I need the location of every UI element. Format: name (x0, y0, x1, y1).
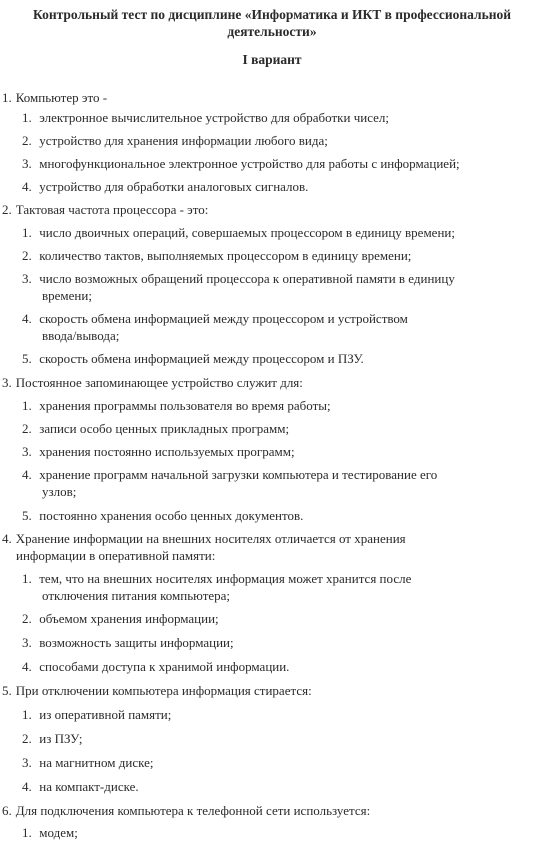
question-text: Компьютер это - (15, 90, 108, 105)
answer-text: на магнитном диске; (39, 755, 154, 770)
question-number: 3. (2, 375, 12, 390)
answer-2-1 (22, 224, 455, 241)
answer-4-4 (22, 658, 289, 675)
answer-1-1 (22, 109, 389, 126)
answer-number: 2. (22, 731, 32, 746)
question-number: 2. (2, 202, 12, 217)
answer-number: 1. (22, 225, 32, 240)
answer-text: тем, что на внешних носителях информация может хранится после (39, 571, 412, 586)
answer-number: 1. (22, 707, 32, 722)
answer-text: возможность защиты информации; (39, 635, 234, 650)
answer-3-5 (22, 507, 303, 524)
answer-text: устройство для хранения информации любого вида; (39, 133, 328, 148)
question-1 (2, 89, 107, 106)
answer-5-1 (22, 706, 171, 723)
answer-number: 2. (22, 133, 32, 148)
answer-text: модем; (39, 825, 78, 840)
answer-3-3 (22, 443, 295, 460)
answer-5-4 (22, 778, 139, 795)
answer-6-1 (22, 824, 78, 841)
answer-1-3 (22, 155, 460, 172)
answer-text: число возможных обращений процессора к оперативной памяти в единицу (39, 271, 455, 286)
answer-1-2 (22, 132, 328, 149)
answer-2-2 (22, 247, 411, 264)
answer-1-4 (22, 178, 308, 195)
answer-2-4-continued: ввода/вывода; (42, 328, 120, 343)
answer-text: скорость обмена информацией между процессором и ПЗУ. (39, 351, 364, 366)
answer-2-3-continued: времени; (42, 288, 92, 303)
answer-number: 5. (22, 508, 32, 523)
answer-number: 4. (22, 779, 32, 794)
answer-number: 3. (22, 271, 32, 286)
question-3 (2, 374, 303, 391)
question-text: Тактовая частота процессора - это: (15, 202, 209, 217)
answer-number: 3. (22, 444, 32, 459)
answer-number: 2. (22, 421, 32, 436)
answer-5-3 (22, 754, 153, 771)
answer-text: на компакт-диске. (39, 779, 139, 794)
question-4 (2, 530, 406, 547)
answer-number: 3. (22, 755, 32, 770)
answer-number: 4. (22, 467, 32, 482)
answer-text: записи особо ценных прикладных программ; (39, 421, 290, 436)
answer-text: число двоичных операций, совершаемых процессором в единицу времени; (39, 225, 455, 240)
question-6 (2, 802, 370, 819)
answer-number: 3. (22, 635, 32, 650)
question-number: 1. (2, 90, 12, 105)
answer-text: объемом хранения информации; (39, 611, 219, 626)
answer-3-2 (22, 420, 289, 437)
answer-text: многофункциональное электронное устройство для работы с информацией; (39, 156, 460, 171)
question-text: Постоянное запоминающее устройство служит для: (15, 375, 303, 390)
question-text: Хранение информации на внешних носителях отличается от хранения (15, 531, 406, 546)
question-4-continued: информации в оперативной памяти: (16, 548, 216, 563)
answer-5-2 (22, 730, 83, 747)
answer-text: способами доступа к хранимой информации. (39, 659, 290, 674)
title-line-2: деятельности» (227, 24, 317, 39)
answer-text: из оперативной памяти; (39, 707, 172, 722)
question-number: 6. (2, 803, 12, 818)
answer-3-1 (22, 397, 331, 414)
question-text: Для подключения компьютера к телефонной сети используется: (15, 803, 371, 818)
question-5 (2, 682, 312, 699)
answer-2-4 (22, 310, 408, 327)
answer-number: 1. (22, 825, 32, 840)
answer-number: 4. (22, 659, 32, 674)
answer-number: 1. (22, 110, 32, 125)
answer-3-4-continued: узлов; (42, 484, 77, 499)
document-title (10, 6, 534, 40)
answer-number: 3. (22, 156, 32, 171)
answer-text: устройство для обработки аналоговых сигналов. (39, 179, 309, 194)
answer-number: 4. (22, 179, 32, 194)
answer-text: хранения постоянно используемых программ; (39, 444, 295, 459)
answer-3-4 (22, 466, 437, 483)
answer-text: электронное вычислительное устройство для обработки чисел; (39, 110, 389, 125)
question-text: При отключении компьютера информация стирается: (15, 683, 312, 698)
answer-text: скорость обмена информацией между процессором и устройством (39, 311, 408, 326)
answer-number: 1. (22, 571, 32, 586)
answer-text: хранение программ начальной загрузки компьютера и тестирование его (39, 467, 438, 482)
answer-number: 1. (22, 398, 32, 413)
question-2 (2, 201, 208, 218)
answer-text: хранения программы пользователя во время работы; (39, 398, 331, 413)
answer-number: 2. (22, 611, 32, 626)
answer-4-1 (22, 570, 411, 587)
answer-number: 4. (22, 311, 32, 326)
answer-text: постоянно хранения особо ценных документов. (39, 508, 304, 523)
question-number: 4. (2, 531, 12, 546)
answer-number: 5. (22, 351, 32, 366)
answer-text: из ПЗУ; (39, 731, 83, 746)
answer-4-1-continued: отключения питания компьютера; (42, 588, 231, 603)
answer-2-3 (22, 270, 455, 287)
answer-number: 2. (22, 248, 32, 263)
answer-4-3 (22, 634, 234, 651)
variant-heading: I вариант (242, 52, 302, 67)
answer-text: количество тактов, выполняемых процессором в единицу времени; (39, 248, 412, 263)
answer-4-2 (22, 610, 219, 627)
answer-2-5 (22, 350, 364, 367)
title-line-1: Контрольный тест по дисциплине «Информатика и ИКТ в профессиональной (32, 7, 512, 22)
question-number: 5. (2, 683, 12, 698)
